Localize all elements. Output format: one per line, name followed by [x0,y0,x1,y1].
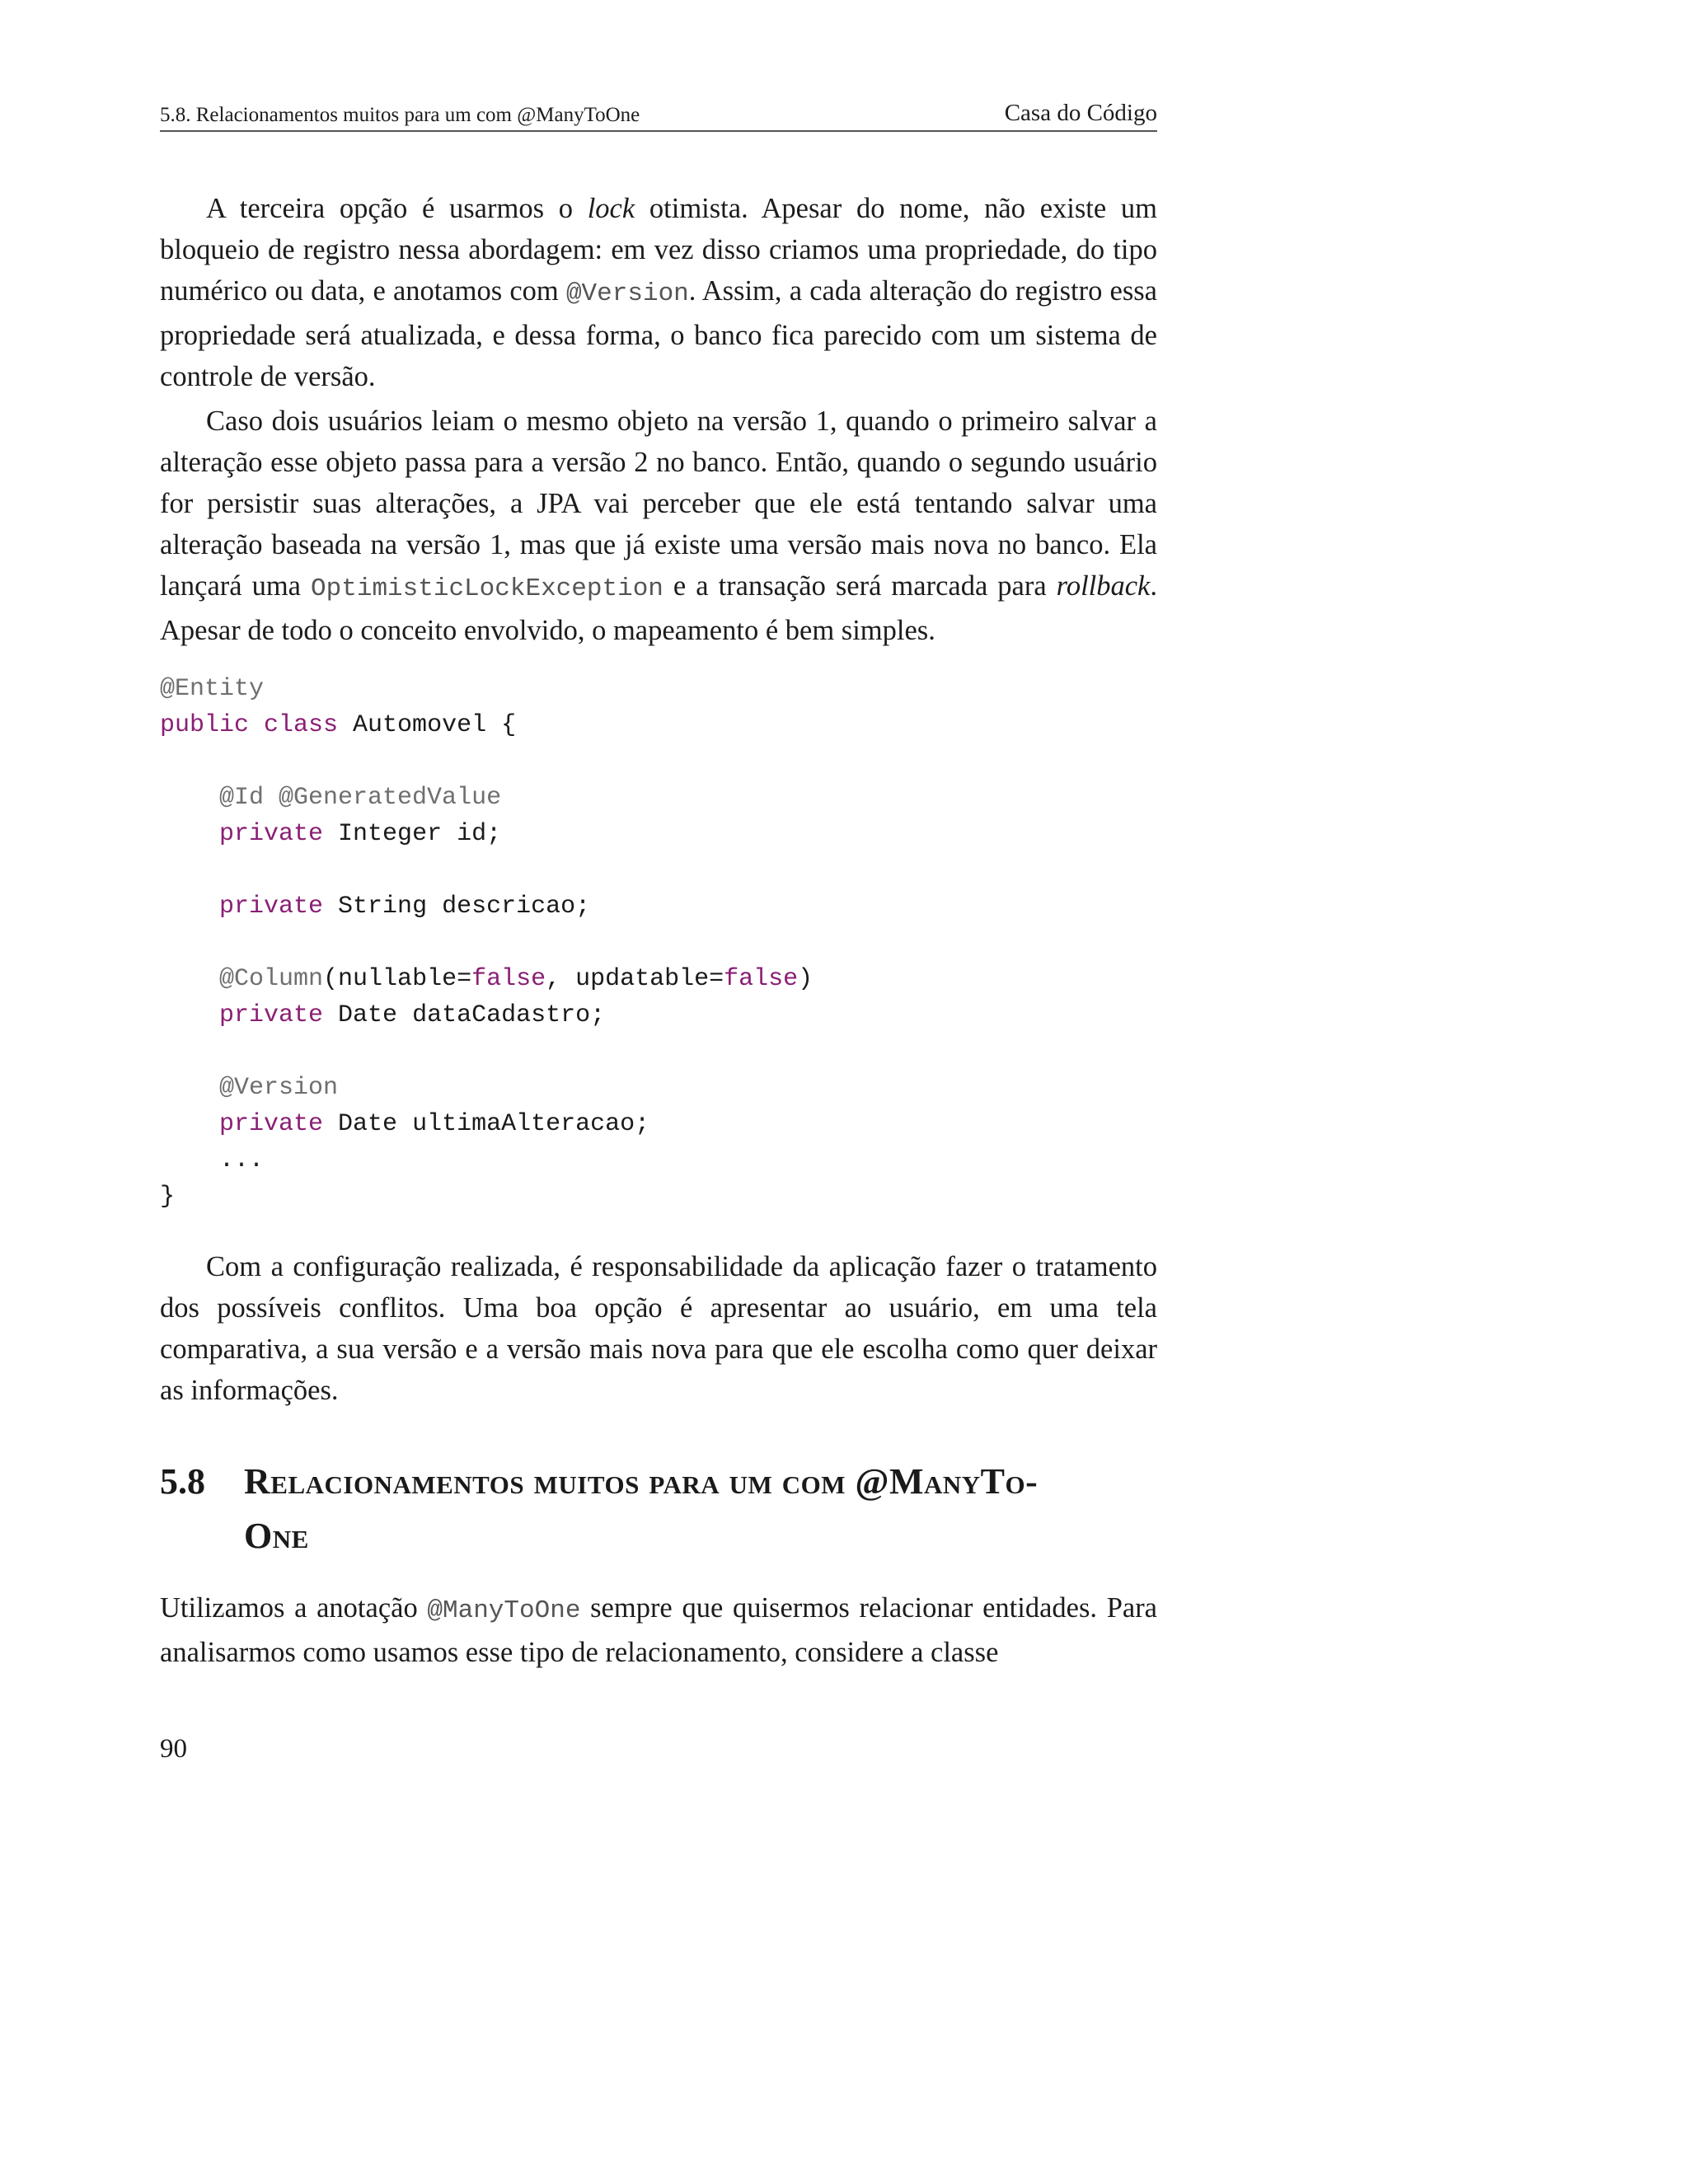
section-title: Relacionamentos muitos para um com @ManyTo- One [244,1461,1039,1556]
rollback-term: rollback [1056,570,1151,602]
header-section-title: 5.8. Relacionamentos muitos para um com @ManyToOne [160,104,640,126]
conclusion-text [160,1246,1157,1411]
running-header [160,97,1157,132]
paragraph-conflict-scenario: Caso dois usuários leiam o mesmo objeto na versão 1, quando o primeiro salvar a alteração esse objeto passa para a versão 2 no banco. Então, quando o segundo usuário for persistir suas alterações, a JPA vai perceber que ele está tentando salvar uma alteração baseada na versão 1, mas que já existe uma versão mais nova no banco. Ela lançará uma OptimisticLockException e a transação será marcada para rollback. Apesar de todo o conceito envolvido, o mapeamento é bem simples. [160,405,1157,646]
inline-code-exception: OptimisticLockException [311,574,663,603]
section-intro-text [160,1587,1157,1673]
paragraph-optimistic-lock: A terceira opção é usarmos o lock otimista. Apesar do nome, não existe um bloqueio de registro nessa abordagem: em vez disso criamos uma propriedade, do tipo numérico ou data, e anotamos com @Version. Assim, a cada alteração do registro essa propriedade será atualizada, e dessa forma, o banco fica parecido com um sistema de controle de versão. [160,193,1157,392]
intro-text [160,188,1157,651]
header-publisher: Casa do Código [1004,100,1157,126]
paragraph-manytoone: Utilizamos a anotação @ManyToOne sempre que quisermos relacionar entidades. Para analisarmos como usamos esse tipo de relacionamento, considere a classe [160,1592,1157,1668]
section-number: 5.8 [160,1461,205,1502]
inline-code-version: @Version [565,279,689,308]
section-heading [160,1455,1157,1563]
paragraph-conflict-handling: Com a configuração realizada, é responsabilidade da aplicação fazer o tratamento dos possíveis conflitos. Uma boa opção é apresentar ao usuário, em uma tela comparativa, a sua versão e a versão mais nova para que ele escolha como quer deixar as informações. [160,1251,1157,1406]
code-block-automovel: @Entity public class Automovel { @Id @GeneratedValue private Integer id; private String descricao; @Column(nullable=false, updatable=false) private Date dataCadastro; @Version private Date ultimaAlteracao; ... } [160,675,814,1211]
lock-term: lock [587,193,635,224]
page-number: 90 [160,1734,187,1764]
inline-code-manytoone: @ManyToOne [427,1596,581,1625]
